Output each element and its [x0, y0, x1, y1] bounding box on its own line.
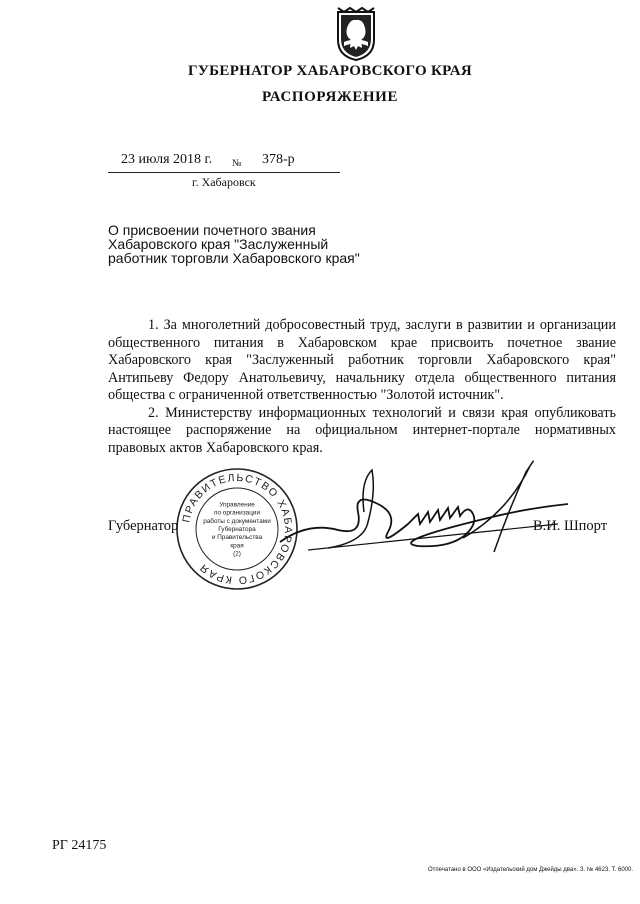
- coat-of-arms-emblem: [334, 6, 378, 62]
- seal-center-line: (2): [233, 550, 241, 558]
- body-paragraph-2: 2. Министерству информационных технологий и связи края опубликовать настоящее распоряжение на официальном интернет-портале нормативных правовых актов Хабаровского края.: [108, 404, 616, 456]
- issue-city: г. Хабаровск: [192, 175, 256, 189]
- date-underline: [108, 172, 340, 173]
- document-type-heading: РАСПОРЯЖЕНИЕ: [261, 89, 399, 105]
- issuer-heading: ГУБЕРНАТОР ХАБАРОВСКОГО КРАЯ: [188, 63, 472, 79]
- handwritten-signature: [268, 452, 588, 562]
- signatory-role: Губернатор: [108, 518, 179, 534]
- seal-center-line: края: [230, 542, 244, 550]
- number-sign: №: [232, 158, 242, 169]
- registration-number: РГ 24175: [52, 838, 107, 853]
- document-date: 23 июля 2018 г.: [121, 152, 213, 167]
- seal-center-line: по организации: [213, 509, 261, 517]
- printer-imprint: Отпечатано в ООО «Издательский дом Джейды два». З. № 4623. Т. 6000.: [428, 867, 634, 873]
- seal-center-line: Управление: [219, 501, 255, 509]
- document-title: О присвоении почетного звания Хабаровского края "Заслуженный работник торговли Хабаровского края": [108, 222, 360, 266]
- seal-center-line: Губернатора: [218, 526, 256, 533]
- signatory-name: В.И. Шпорт: [533, 518, 608, 534]
- seal-center-line: работы с документами: [203, 517, 271, 525]
- seal-center-line: и Правительства: [211, 534, 263, 542]
- document-number: 378-р: [262, 152, 295, 167]
- document-body: [108, 317, 616, 457]
- body-paragraph-1: 1. За многолетний добросовестный труд, заслуги в развитии и организации общественного питания в Хабаровском крае присвоить почетное звание Хабаровского края "Заслуженный работник торговли Хабаровского края" Антипьеву Федору Анатольевичу, начальнику отдела общественного питания общества с ограниченной ответственностью "Золотой источник".: [108, 317, 616, 403]
- seal-ring-textpath: ПРАВИТЕЛЬСТВО ХАБАРОВСКОГО КРАЯ: [180, 471, 295, 587]
